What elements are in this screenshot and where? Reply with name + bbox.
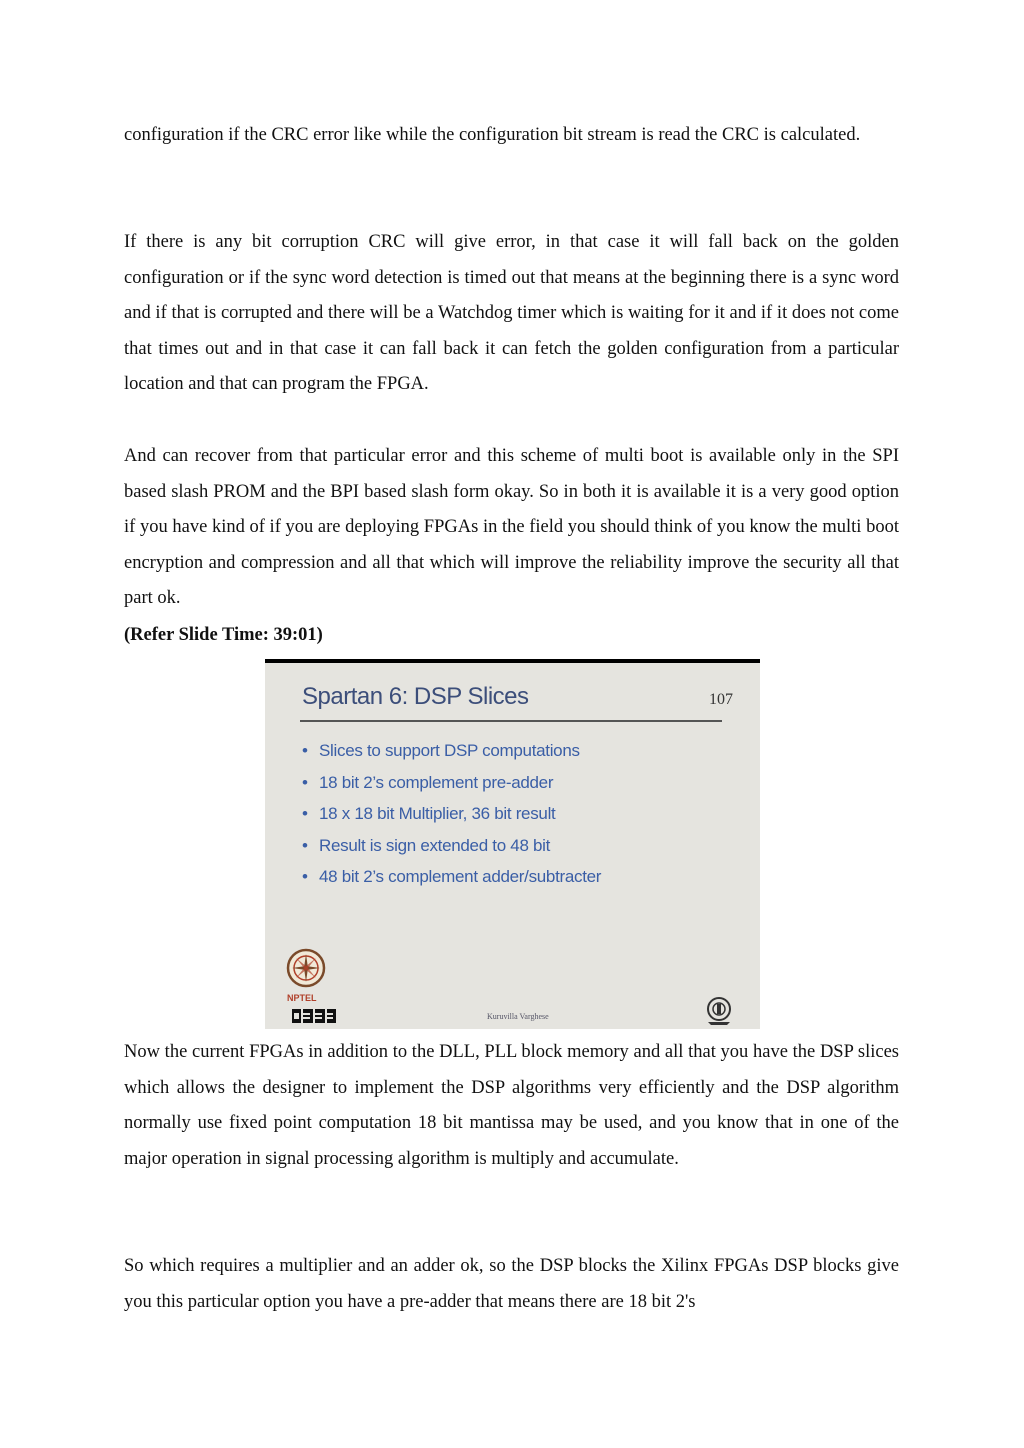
paragraph-4: Now the current FPGAs in addition to the DLL, PLL block memory and all that you have the DSP slices which allows the designer to implement the DSP algorithms very efficiently and the DSP algorithm normally use fixed point computation 18 bit mantissa may be used, and you know that in one of the major operation in signal processing algorithm is multiply and accumulate. bbox=[124, 1042, 899, 1169]
paragraph-2: If there is any bit corruption CRC will give error, in that case it will fall back on the golden configuration or if the sync word detection is timed out that means at the beginning there is a sync word and if that is corrupted and there will be a Watchdog timer which is waiting for it and if it does not come that times out and in that case it can fall back it can fetch the golden configuration from a particular location and that can program the FPGA. bbox=[124, 232, 899, 395]
institute-emblem-icon bbox=[705, 996, 733, 1026]
slide-bullet-list bbox=[302, 735, 601, 893]
slide-title: Spartan 6: DSP Slices bbox=[302, 683, 529, 710]
nptel-logo-text: NPTEL bbox=[287, 993, 317, 1003]
nptel-logo-icon bbox=[286, 948, 326, 988]
slide-bullet bbox=[302, 830, 601, 862]
slide-reference: (Refer Slide Time: 39:01) bbox=[124, 625, 323, 645]
slide-bullet bbox=[302, 861, 601, 893]
paragraph-1: configuration if the CRC error like while the configuration bit stream is read the CRC is calculated. bbox=[124, 125, 861, 145]
bullet-dot-icon: • bbox=[302, 867, 308, 887]
slide-bullet bbox=[302, 735, 601, 767]
paragraph-5: So which requires a multiplier and an adder ok, so the DSP blocks the Xilinx FPGAs DSP blocks give you this particular option you have a pre-adder that means there are 18 bit 2's bbox=[124, 1256, 899, 1312]
bullet-dot-icon: • bbox=[302, 835, 308, 855]
bullet-dot-icon: • bbox=[302, 804, 308, 824]
slide-number: 107 bbox=[709, 691, 733, 708]
paragraph-3: And can recover from that particular error and this scheme of multi boot is available only in the SPI based slash PROM and the BPI based slash form okay. So in both it is available it is a very good option if you have kind of if you are deploying FPGAs in the field you should think of you know the multi boot encryption and compression and all that which will improve the reliability improve the security all that part ok. bbox=[124, 446, 899, 609]
slide-bullet-text: 18 x 18 bit Multiplier, 36 bit result bbox=[319, 804, 556, 824]
slide-bullet-text: Slices to support DSP computations bbox=[319, 741, 580, 760]
bullet-dot-icon: • bbox=[302, 772, 308, 792]
slide-bullet bbox=[302, 798, 601, 830]
slide-bullet-text: 18 bit 2’s complement pre-adder bbox=[319, 772, 554, 792]
slide-author: Kuruvilla Varghese bbox=[487, 1012, 549, 1021]
slide-divider bbox=[300, 720, 722, 722]
lecture-slide bbox=[265, 659, 760, 1029]
bullet-dot-icon: • bbox=[302, 741, 308, 760]
slide-bullet bbox=[302, 767, 601, 799]
slide-bullet-text: Result is sign extended to 48 bit bbox=[319, 835, 551, 855]
institute-wordmark-icon bbox=[292, 1009, 336, 1023]
slide-bullet-text: 48 bit 2’s complement adder/subtracter bbox=[319, 867, 602, 887]
